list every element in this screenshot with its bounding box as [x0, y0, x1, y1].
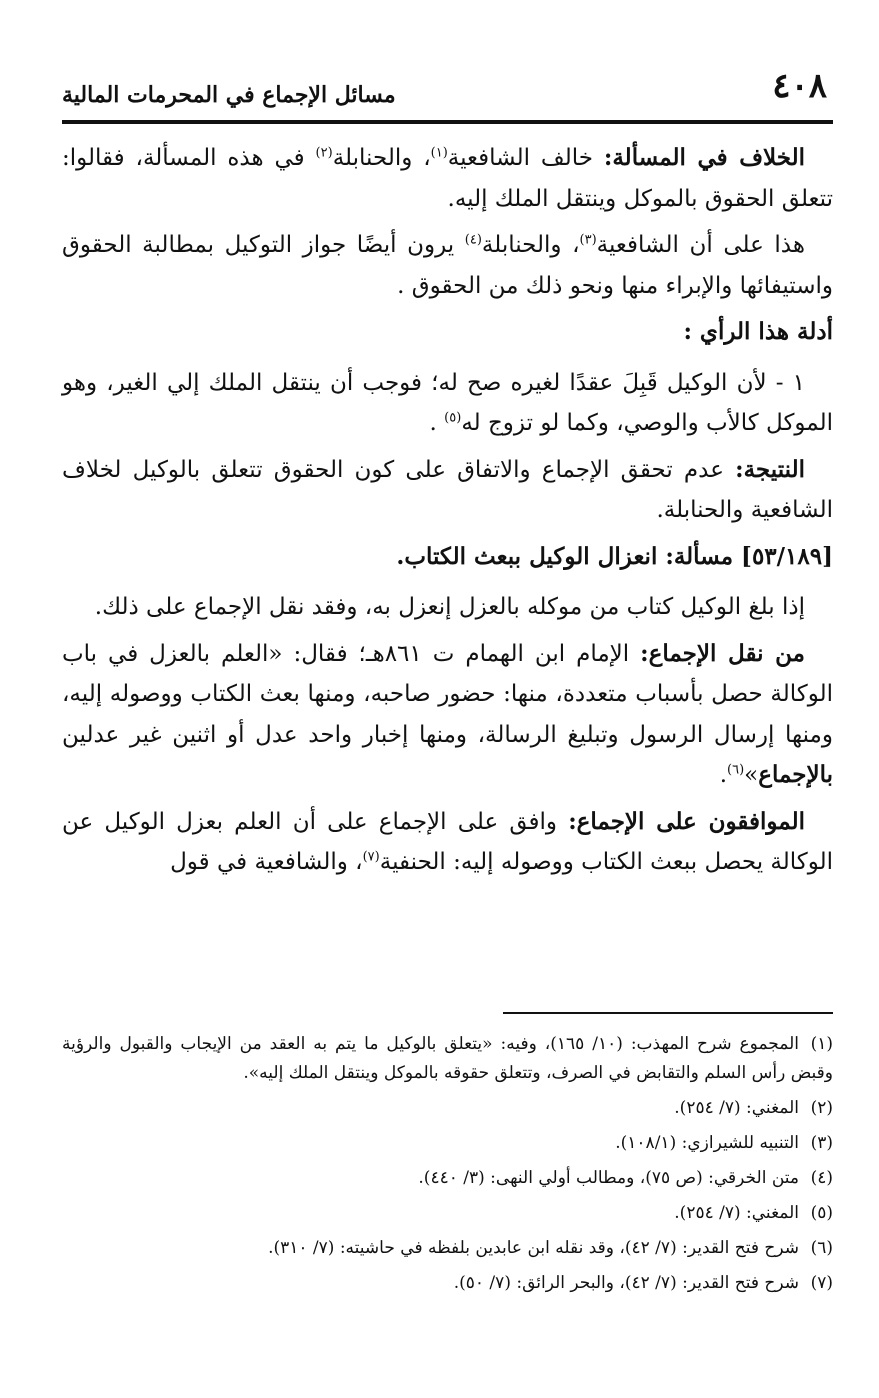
paragraph-lead: الموافقون على الإجماع:	[568, 807, 805, 835]
main-text	[62, 138, 833, 889]
footnote-number: (٢)	[810, 1098, 833, 1118]
footnote-text: شرح فتح القدير: (٧/ ٤٢)، وقد نقله ابن عابدين بلفظه في حاشيته: (٧/ ٣١٠).	[268, 1238, 799, 1258]
footnote-reference: (٦)	[727, 762, 745, 778]
footnote-text: المغني: (٧/ ٢٥٤).	[674, 1203, 799, 1223]
paragraph-text: عدم تحقق الإجماع والاتفاق على كون الحقوق تتعلق بالوكيل لخلاف الشافعية والحنابلة.	[62, 456, 833, 523]
paragraph-text: وافق على الإجماع على أن العلم بعزل الوكيل عن الوكالة يحصل ببعث الكتاب ووصوله إليه: الحنفية	[62, 808, 833, 875]
header-rule	[62, 120, 833, 124]
footnote-number: (٥)	[810, 1203, 833, 1223]
paragraph-text: يرون أيضًا جواز التوكيل بمطالبة الحقوق واستيفائها والإبراء منها ونحو ذلك من الحقوق .	[62, 232, 833, 299]
footnote-number: (١)	[810, 1034, 833, 1054]
issue-heading	[62, 537, 833, 578]
paragraph-agreeing-schools	[62, 802, 833, 883]
paragraph-text: ، والحنابلة	[332, 145, 431, 171]
paragraph-evidence-1	[62, 363, 833, 444]
footnote	[62, 1199, 833, 1228]
paragraph-text: خالف الشافعية	[447, 145, 604, 171]
footnote	[62, 1234, 833, 1263]
paragraph-lead: من نقل الإجماع:	[640, 639, 805, 667]
footnote-reference: (٥)	[444, 410, 462, 426]
footnote-number: (٣)	[810, 1133, 833, 1153]
footnote-text: المجموع شرح المهذب: (١٠/ ١٦٥)، وفيه: «يتعلق بالوكيل ما يتم به العقد من الإيجاب والقبول والرؤية وقبض رأس السلم والتقابض في الصرف، وتتعلق حقوقه بالموكل وينتقل الملك إليه».	[62, 1034, 833, 1083]
footnote-number: (٤)	[810, 1168, 833, 1188]
paragraph-issue-statement: إذا بلغ الوكيل كتاب من موكله بالعزل إنعزل به، وفقد نقل الإجماع على ذلك.	[94, 594, 805, 620]
paragraph-text: .	[429, 410, 445, 436]
footnote	[62, 1164, 833, 1193]
footnote-reference: (٧)	[362, 849, 380, 865]
issue-title: مسألة: انعزال الوكيل ببعث الكتاب.	[396, 542, 742, 570]
paragraph-consensus-source	[62, 634, 833, 796]
footnote-reference: (٣)	[579, 232, 597, 248]
paragraph-text: ، والحنابلة	[481, 232, 580, 258]
footnote	[62, 1129, 833, 1158]
paragraph-text: ١ - لأن الوكيل قَبِلَ عقدًا لغيره صح له؛ فوجب أن ينتقل الملك إلي الغير، وهو الموكل كالأب والوصي، وكما لو تزوج له	[62, 369, 833, 436]
footnotes	[62, 1030, 833, 1304]
paragraph-text: هذا على أن الشافعية	[596, 232, 805, 258]
evidence-heading: أدلة هذا الرأي :	[683, 318, 833, 345]
footnote-reference: (٤)	[464, 232, 482, 248]
paragraph-lead: الخلاف في المسألة:	[603, 144, 806, 171]
footnote-number: (٧)	[810, 1273, 833, 1293]
paragraph-text: ، والشافعية في قول	[170, 849, 363, 875]
footnote-text: شرح فتح القدير: (٧/ ٤٢)، والبحر الرائق: (٧/ ٥٠).	[453, 1273, 799, 1293]
footnote-reference: (٢)	[315, 145, 333, 161]
paragraph-text: في هذه المسألة، فقالوا: تتعلق الحقوق بالموكل وينتقل الملك إليه.	[62, 145, 833, 212]
footnote	[62, 1269, 833, 1298]
paragraph-text: .	[719, 762, 727, 788]
paragraph-text: »	[744, 762, 759, 788]
issue-number: [٥٣/١٨٩]	[741, 542, 833, 570]
footnote-text: المغني: (٧/ ٢٥٤).	[674, 1098, 799, 1118]
paragraph-lead: النتيجة:	[735, 455, 805, 483]
emphasized-word: بالإجماع	[758, 761, 833, 788]
footnote-number: (٦)	[810, 1238, 833, 1258]
footnote-text: التنبيه للشيرازي: (١٠٨/١).	[615, 1133, 799, 1153]
footnote-reference: (١)	[430, 145, 448, 161]
paragraph-text: الإمام ابن الهمام ت ٨٦١هـ؛ فقال: «العلم بالعزل في باب الوكالة حصل بأسباب متعددة، منها: حضور صاحبه، ومنها بعث الكتاب ووصوله إليه، ومنها إرسال الرسول وتبليغ الرسالة، ومنها إخبار واحد عدل أو اثنين غير عدلين	[62, 640, 833, 748]
paragraph-disagreement	[62, 138, 833, 219]
paragraph-delegation	[62, 225, 833, 306]
page-header	[62, 62, 827, 118]
footnote-separator	[503, 1012, 833, 1014]
paragraph-result	[62, 450, 833, 531]
footnote	[62, 1094, 833, 1123]
running-title: مسائل الإجماع في المحرمات المالية	[62, 82, 396, 108]
footnote-text: متن الخرقي: (ص ٧٥)، ومطالب أولي النهى: (٣/ ٤٤٠).	[418, 1168, 799, 1188]
page-number: ٤٠٨	[772, 66, 827, 106]
footnote	[62, 1030, 833, 1088]
